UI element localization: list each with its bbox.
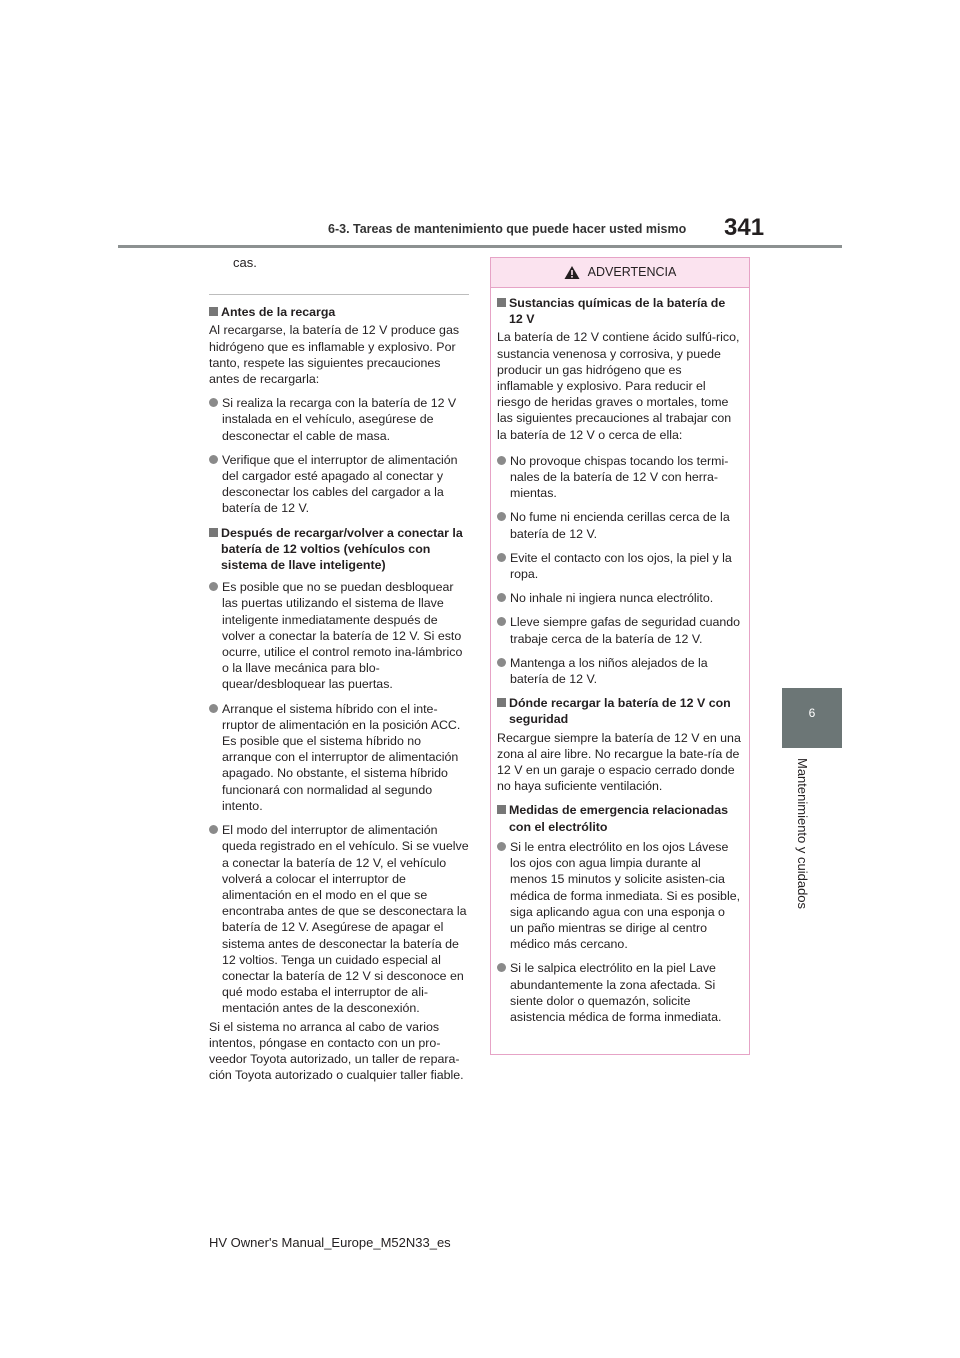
warning-header — [491, 258, 749, 288]
list-item: El modo del interruptor de alimentación queda registrado en el vehículo. Si se vuelve a conectar la batería de 12 V, el vehículo volverá a colocar el interruptor de alimentación en el modo en el que se encontraba antes de que se desconectara la batería de 12 V. Asegúrese de apagar el sistema antes de desconectar la batería de 12 voltios. Tenga un cuidado especial al conectar la batería de 12 V si desconoce en qué modo estaba el interruptor de ali-mentación antes de la desconexión. — [209, 822, 469, 1016]
section-heading: Medidas de emergencia relacionadas con el electrólito — [497, 802, 741, 834]
section-divider — [209, 294, 469, 295]
list-item: Evite el contacto con los ojos, la piel y la ropa. — [497, 550, 741, 582]
footer-manual-name: HV Owner's Manual_Europe_M52N33_es — [209, 1235, 451, 1250]
circle-bullet-icon — [209, 582, 218, 591]
list-item: Arranque el sistema híbrido con el inte-rruptor de alimentación en la posición ACC. Es posible que el sistema híbrido no arranque con el interruptor de alimentación apagado. No obstante, el sistema híbrido funcionará con normalidad al segundo intento. — [209, 701, 469, 814]
chapter-label: Mantenimiento y cuidados — [795, 758, 810, 910]
list-item: Lleve siempre gafas de seguridad cuando trabaje cerca de la batería de 12 V. — [497, 614, 741, 646]
square-bullet-icon — [209, 528, 218, 537]
section-heading: Después de recargar/volver a conectar la batería de 12 voltios (vehículos con sistema de llave inteligente) — [209, 525, 469, 574]
circle-bullet-icon — [497, 456, 506, 465]
warning-box — [490, 257, 750, 1055]
list-item: Si le salpica electrólito en la piel Lave abundantemente la zona afectada. Si siente dolor o quemazón, solicite asistencia médica de forma inmediata. — [497, 960, 741, 1025]
paragraph: Si el sistema no arranca al cabo de varios intentos, póngase en contacto con un pro-veedor Toyota autorizado, un taller de repara-ción Toyota autorizado o cualquier taller fiable. — [209, 1019, 464, 1083]
circle-bullet-icon — [497, 842, 506, 851]
list-item: Si le entra electrólito en los ojos Lávese los ojos con agua limpia durante al menos 15 minutos y solicite asisten-cia médica de forma inmediata. Si es posible, siga aplicando agua con una esponja o un paño mientras se dirige al centro médico más cercano. — [497, 839, 741, 952]
chapter-tab — [782, 688, 842, 748]
paragraph: Al recargarse, la batería de 12 V produce gas hidrógeno que es inflamable y explosivo. Por tanto, respete las siguientes precauciones antes de recargarla: — [209, 323, 460, 387]
list-item: No fume ni encienda cerillas cerca de la batería de 12 V. — [497, 509, 741, 541]
circle-bullet-icon — [209, 825, 218, 834]
square-bullet-icon — [497, 698, 506, 707]
circle-bullet-icon — [497, 617, 506, 626]
circle-bullet-icon — [497, 658, 506, 667]
left-column — [209, 255, 469, 1091]
section-heading: Dónde recargar la batería de 12 V con seguridad — [497, 695, 741, 727]
square-bullet-icon — [497, 298, 506, 307]
section-heading: Antes de la recarga — [209, 304, 469, 320]
warning-triangle-icon — [564, 265, 580, 280]
circle-bullet-icon — [209, 704, 218, 713]
continuation-text: cas. — [233, 255, 257, 270]
circle-bullet-icon — [497, 593, 506, 602]
circle-bullet-icon — [209, 398, 218, 407]
circle-bullet-icon — [209, 455, 218, 464]
paragraph: La batería de 12 V contiene ácido sulfú-rico, sustancia venenosa y corrosiva, y puede producir un gas hidrógeno que es inflamable y explosivo. Para reducir el riesgo de heridas graves o mortales, tome las siguientes precauciones al trabajar con la batería de 12 V o cerca de ella: — [497, 330, 740, 442]
paragraph: Recargue siempre la batería de 12 V en una zona al aire libre. No recargue la bate-ría de 12 V en un garaje o espacio cerrado donde no haya suficiente ventilación. — [497, 730, 741, 794]
warning-title: ADVERTENCIA — [587, 265, 677, 280]
section-heading: Sustancias químicas de la batería de 12 V — [497, 295, 741, 327]
section-title: 6-3. Tareas de mantenimiento que puede hacer usted mismo — [328, 222, 687, 236]
circle-bullet-icon — [497, 553, 506, 562]
list-item: No provoque chispas tocando los termi-nales de la batería de 12 V con herra-mientas. — [497, 453, 741, 502]
circle-bullet-icon — [497, 512, 506, 521]
list-item: Verifique que el interruptor de alimentación del cargador esté apagado al conectar y desconectar los cables del cargador a la batería de 12 V. — [209, 452, 469, 517]
header-rule — [118, 245, 842, 248]
warning-body — [491, 288, 749, 1025]
list-item: Es posible que no se puedan desbloquear las puertas utilizando el sistema de llave inteligente inmediatamente después de volver a conectar la batería de 12 V. Si esto ocurre, utilice el control remoto ina-lámbrico o la llave mecánica para blo-quear/desbloquear las puertas. — [209, 579, 469, 692]
list-item: No inhale ni ingiera nunca electrólito. — [497, 590, 741, 606]
square-bullet-icon — [209, 307, 218, 316]
page-number: 341 — [724, 214, 765, 241]
list-item: Si realiza la recarga con la batería de 12 V instalada en el vehículo, asegúrese de desconectar el cable de masa. — [209, 395, 469, 444]
chapter-number: 6 — [808, 706, 816, 720]
circle-bullet-icon — [497, 963, 506, 972]
square-bullet-icon — [497, 805, 506, 814]
list-item: Mantenga a los niños alejados de la batería de 12 V. — [497, 655, 741, 687]
